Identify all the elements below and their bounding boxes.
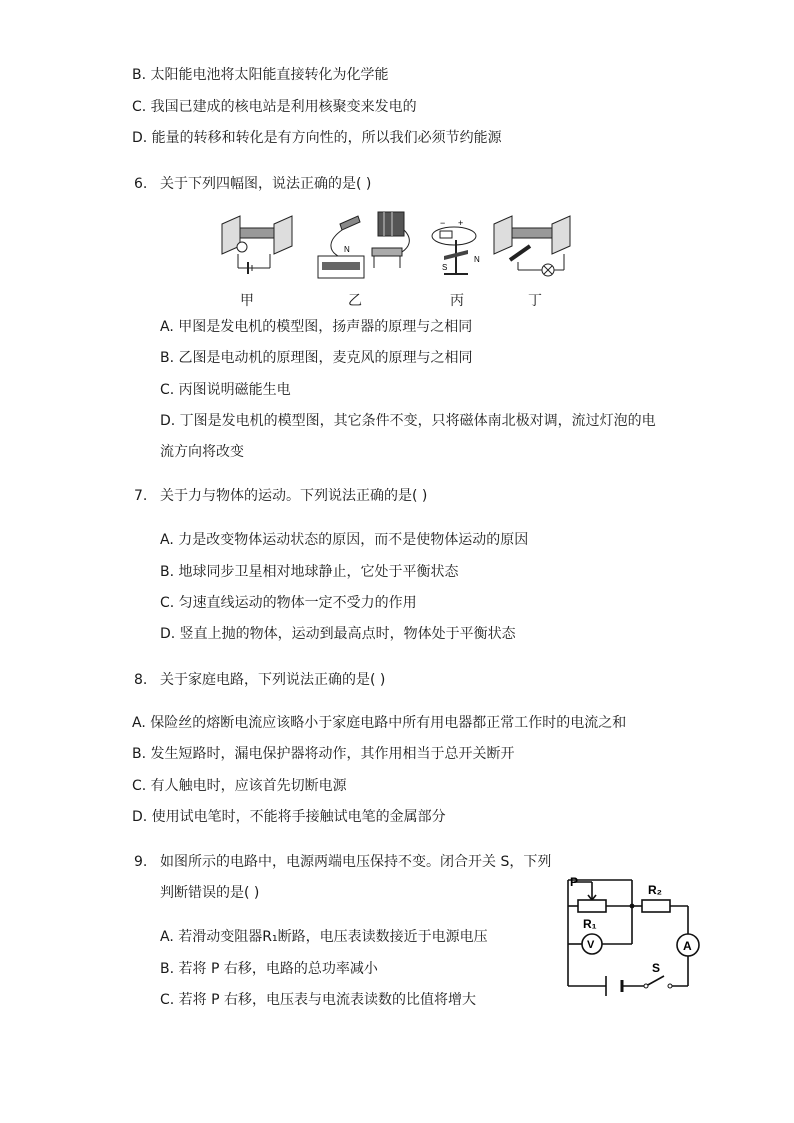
q7-option-a: A. 力是改变物体运动状态的原因，而不是使物体运动的原因 <box>160 532 529 548</box>
q5-option-b: B. 太阳能电池将太阳能直接转化为化学能 <box>132 67 389 83</box>
figure-ding-drawing <box>494 216 570 276</box>
figure-yi-n-label: N <box>344 245 350 254</box>
q7-option-d: D. 竖直上抛的物体，运动到最高点时，物体处于平衡状态 <box>160 626 516 642</box>
q7-option-c: C. 匀速直线运动的物体一定不受力的作用 <box>160 595 417 611</box>
q6-option-d-continued: 流方向将改变 <box>160 444 244 460</box>
q9-option-a: A. 若滑动变阻器R₁断路，电压表读数接近于电源电压 <box>160 929 488 945</box>
q6-figure <box>218 210 578 310</box>
q8-option-d: D. 使用试电笔时，不能将手接触试电笔的金属部分 <box>132 809 446 825</box>
figure-bing-n-label: N <box>474 255 480 264</box>
q9-stem-line2: 判断错误的是( ) <box>160 885 260 901</box>
q6-stem: 关于下列四幅图，说法正确的是( ) <box>160 176 372 192</box>
q9-option-c: C. 若将 P 右移，电压表与电流表读数的比值将增大 <box>160 992 477 1008</box>
q6-figure-svg <box>218 210 578 310</box>
circuit-ammeter-label: A <box>683 939 692 953</box>
figure-bing-minus: − <box>440 218 446 228</box>
figure-jia-drawing <box>222 216 292 274</box>
q9-circuit-svg <box>560 876 712 1006</box>
q7-stem: 关于力与物体的运动。下列说法正确的是( ) <box>160 488 428 504</box>
figure-label-bing: 丙 <box>450 293 464 309</box>
figure-bing-s-label: S <box>442 263 448 272</box>
q8-stem: 关于家庭电路，下列说法正确的是( ) <box>160 672 386 688</box>
q6-option-d: D. 丁图是发电机的模型图，其它条件不变，只将磁体南北极对调，流过灯泡的电 <box>160 413 656 429</box>
q8-option-b: B. 发生短路时，漏电保护器将动作，其作用相当于总开关断开 <box>132 746 515 762</box>
q7-number: 7. <box>134 488 148 504</box>
q9-circuit-diagram <box>560 876 712 1006</box>
q5-option-c: C. 我国已建成的核电站是利用核聚变来发电的 <box>132 99 417 115</box>
circuit-label-p: P <box>570 876 579 889</box>
q9-number: 9. <box>134 854 148 870</box>
figure-bing-plus: + <box>458 218 464 228</box>
q6-option-b: B. 乙图是电动机的原理图，麦克风的原理与之相同 <box>160 350 473 366</box>
circuit-label-r2: R₂ <box>648 883 662 897</box>
q7-option-b: B. 地球同步卫星相对地球静止，它处于平衡状态 <box>160 564 459 580</box>
q5-option-d: D. 能量的转移和转化是有方向性的，所以我们必须节约能源 <box>132 130 502 146</box>
q8-option-a: A. 保险丝的熔断电流应该略小于家庭电路中所有用电器都正常工作时的电流之和 <box>132 715 627 731</box>
q6-option-c: C. 丙图说明磁能生电 <box>160 382 291 398</box>
figure-label-ding: 丁 <box>528 293 542 309</box>
circuit-label-r1: R₁ <box>583 917 597 931</box>
q8-number: 8. <box>134 672 148 688</box>
q9-stem-line1: 如图所示的电路中，电源两端电压保持不变。闭合开关 S，下列 <box>160 854 552 870</box>
figure-label-jia: 甲 <box>240 293 254 309</box>
q6-number: 6. <box>134 176 148 192</box>
circuit-label-s: S <box>652 961 661 975</box>
circuit-voltmeter-label: V <box>587 939 595 951</box>
q9-option-b: B. 若将 P 右移，电路的总功率减小 <box>160 961 378 977</box>
q8-option-c: C. 有人触电时，应该首先切断电源 <box>132 778 347 794</box>
figure-label-yi: 乙 <box>348 293 362 309</box>
figure-yi-drawing <box>318 212 409 278</box>
figure-bing-drawing <box>432 218 480 274</box>
q6-option-a: A. 甲图是发电机的模型图，扬声器的原理与之相同 <box>160 319 473 335</box>
